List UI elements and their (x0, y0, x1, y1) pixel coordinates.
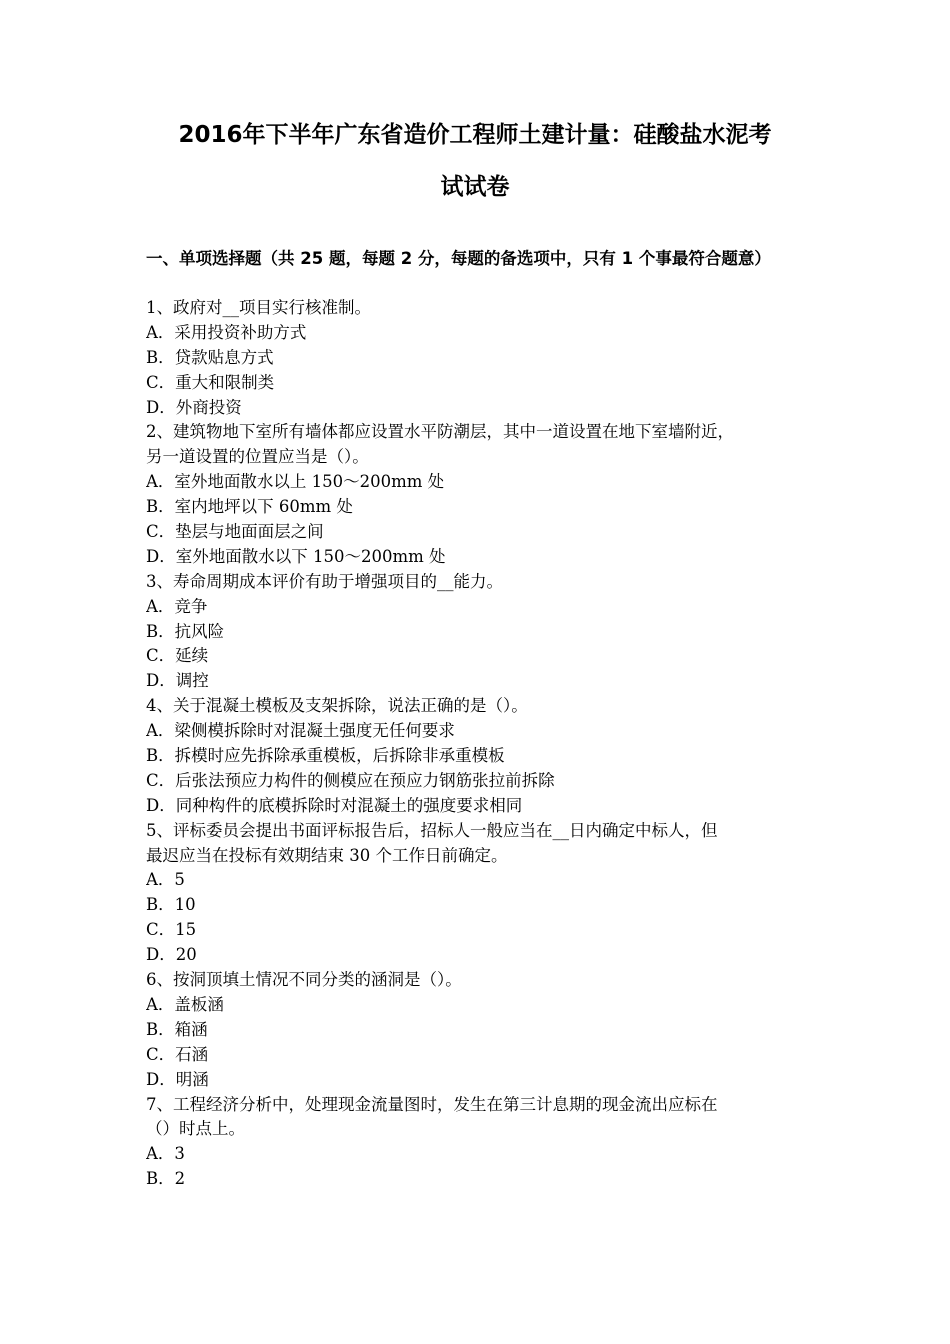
question-item (146, 968, 810, 1092)
answer-option: A．盖板涵 (146, 994, 224, 1014)
question-item (146, 819, 810, 968)
answer-option: D．调控 (146, 671, 209, 691)
answer-option: A．5 (146, 870, 185, 890)
answer-option: D．明涵 (146, 1069, 209, 1089)
question-stem-line: 4、关于混凝土模板及支架拆除，说法正确的是（）。 (146, 696, 528, 716)
question-stem-line: 最迟应当在投标有效期结束 30 个工作日前确定。 (146, 845, 508, 865)
question-stem-line: 7、工程经济分析中，处理现金流量图时，发生在第三计息期的现金流出应标在 (146, 1094, 718, 1114)
question-list (146, 296, 810, 1192)
answer-option: C．垫层与地面面层之间 (146, 522, 324, 542)
answer-option: A．竞争 (146, 596, 208, 616)
answer-option: A．采用投资补助方式 (146, 322, 307, 342)
question-item (146, 1093, 810, 1193)
question-item (146, 296, 810, 420)
answer-option: C．15 (146, 920, 197, 940)
question-stem-line: 另一道设置的位置应当是（）。 (146, 447, 369, 467)
document-title-line-2: 试试卷 (440, 174, 510, 200)
answer-option: C．延续 (146, 646, 209, 666)
answer-option: B．抗风险 (146, 621, 225, 641)
answer-option: B．2 (146, 1169, 186, 1189)
question-stem-line: （）时点上。 (146, 1119, 245, 1139)
answer-option: C．后张法预应力构件的侧模应在预应力钢筋张拉前拆除 (146, 770, 555, 790)
answer-option: B．10 (146, 895, 196, 915)
answer-option: B．拆模时应先拆除承重模板，后拆除非承重模板 (146, 746, 505, 766)
answer-option: D．同种构件的底模拆除时对混凝土的强度要求相同 (146, 795, 523, 815)
answer-option: B．室内地坪以下 60mm 处 (146, 497, 353, 517)
answer-option: D．室外地面散水以下 150～200mm 处 (146, 546, 446, 566)
question-stem-line: 1、政府对__项目实行核准制。 (146, 298, 371, 317)
answer-option: A．室外地面散水以上 150～200mm 处 (146, 472, 445, 492)
document-title-line-1: 2016年下半年广东省造价工程师土建计量：硅酸盐水泥考 (178, 122, 772, 148)
question-item (146, 694, 810, 818)
question-stem-line: 5、评标委员会提出书面评标报告后，招标人一般应当在__日内确定中标人，但 (146, 820, 718, 840)
question-stem-line: 6、按洞顶填土情况不同分类的涵洞是（）。 (146, 970, 462, 990)
answer-option: D．20 (146, 945, 197, 965)
answer-option: B．箱涵 (146, 1019, 208, 1039)
question-item (146, 420, 810, 569)
answer-option: C．石涵 (146, 1044, 209, 1064)
question-stem-line: 3、寿命周期成本评价有助于增强项目的__能力。 (146, 571, 503, 591)
question-item (146, 570, 810, 694)
question-stem-line: 2、建筑物地下室所有墙体都应设置水平防潮层，其中一道设置在地下室墙附近， (146, 422, 734, 442)
answer-option: A．梁侧模拆除时对混凝土强度无任何要求 (146, 721, 455, 741)
answer-option: B．贷款贴息方式 (146, 347, 274, 367)
section-heading: 一、单项选择题（共 25 题，每题 2 分，每题的备选项中，只有 1 个事最符合题意） (146, 249, 771, 268)
answer-option: C．重大和限制类 (146, 372, 275, 392)
answer-option: D．外商投资 (146, 397, 242, 417)
answer-option: A．3 (146, 1144, 185, 1164)
